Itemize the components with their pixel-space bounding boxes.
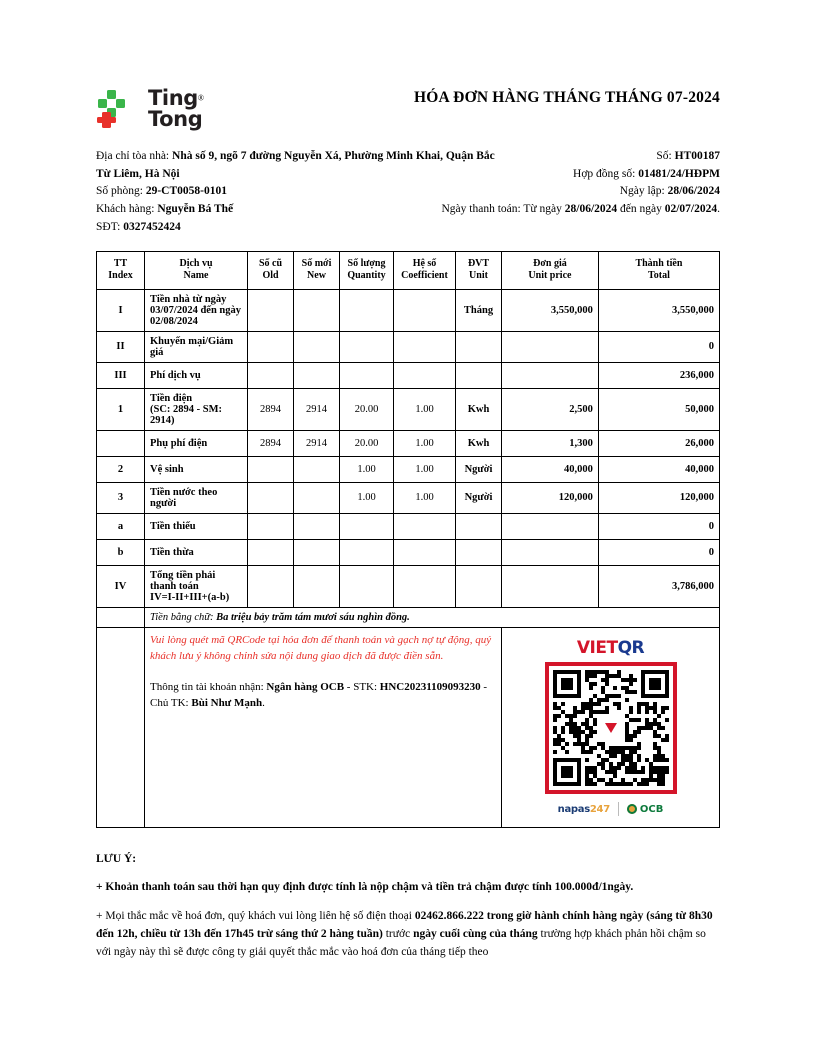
cell-quantity: 1.00 (340, 456, 394, 482)
ocb-mark-icon (627, 804, 637, 814)
cell-total: 3,550,000 (598, 289, 719, 331)
cell-total: 120,000 (598, 482, 719, 513)
cell-old (248, 456, 294, 482)
table-col-header (294, 251, 340, 289)
napas-247: 247 (589, 803, 610, 815)
account-sep1: - STK: (346, 680, 378, 693)
cell-name: Tiền nước theo người (145, 482, 248, 513)
invoice-table (96, 251, 720, 828)
qr-footer (507, 802, 714, 816)
cell-unit: Kwh (456, 430, 502, 456)
note-2-a: + Mọi thắc mắc về hoá đơn, quý khách vui lòng liên hệ số điện thoại (96, 909, 412, 922)
cell-unit (456, 565, 502, 607)
cell-unit: Tháng (456, 289, 502, 331)
cell-quantity (340, 513, 394, 539)
cell-unit (456, 331, 502, 362)
col-header-l1: Số cũ (258, 257, 283, 269)
cell-index: I (97, 289, 145, 331)
table-row (97, 539, 720, 565)
cell-new (294, 513, 340, 539)
cell-total: 3,786,000 (598, 565, 719, 607)
cell-coefficient: 1.00 (394, 456, 456, 482)
payment-from: 28/06/2024 (564, 203, 618, 216)
cell-old (248, 362, 294, 388)
cell-unit-price: 1,300 (502, 430, 599, 456)
phone-label: SĐT: (96, 221, 121, 234)
created-label: Ngày lập: (619, 185, 665, 198)
col-header-l2: Quantity (347, 270, 386, 282)
cell-unit-price: 2,500 (502, 388, 599, 430)
cell-total: 40,000 (598, 456, 719, 482)
table-col-header (502, 251, 599, 289)
address-value: Nhà số 9, ngõ 7 đường Nguyễn Xá, Phường Minh Khai, Quận Bắc Từ Liêm, Hà Nội (96, 150, 495, 180)
col-header-l1: Dịch vụ (179, 257, 213, 269)
cell-coefficient (394, 289, 456, 331)
cell-index: 1 (97, 388, 145, 430)
brand-registered: ® (197, 93, 204, 103)
cell-quantity (340, 289, 394, 331)
payment-label: Ngày thanh toán: (441, 203, 521, 216)
col-header-l2: Unit price (528, 270, 572, 282)
table-header (97, 251, 720, 289)
cell-unit: Người (456, 482, 502, 513)
cell-name: Phụ phí điện (145, 430, 248, 456)
cell-old: 2894 (248, 388, 294, 430)
table-body (97, 289, 720, 607)
words-value: Ba triệu bảy trăm tám mươi sáu nghìn đồng. (216, 611, 410, 623)
table-row (97, 362, 720, 388)
cell-quantity: 1.00 (340, 482, 394, 513)
cell-quantity (340, 362, 394, 388)
contract-label: Hợp đồng số: (573, 167, 636, 180)
note-1: + Khoản thanh toán sau thời hạn quy định được tính là nộp chậm và tiền trả chậm được tính 100.000đ/1ngày. (96, 881, 634, 894)
note-2-b: 02462.866.222 trong giờ hành chính hàng ngày (sáng từ 8h30 đến 12h, chiều từ 13h đến 17h45 trừ sáng thứ 2 hàng tuần) (96, 909, 713, 941)
cell-unit: Người (456, 456, 502, 482)
cell-quantity (340, 331, 394, 362)
cell-unit-price (502, 565, 599, 607)
amount-in-words-cell (145, 607, 720, 627)
col-header-l2: Unit (469, 270, 488, 282)
account-sep2: - Chủ TK: (150, 680, 488, 710)
invoice-no-value: HT00187 (674, 150, 720, 162)
cell-unit (456, 362, 502, 388)
cell-new (294, 331, 340, 362)
page-title: HÓA ĐƠN HÀNG THÁNG THÁNG 07-2024 (414, 89, 720, 106)
customer-value: Nguyễn Bá Thế (157, 203, 234, 216)
cell-total: 26,000 (598, 430, 719, 456)
cell-quantity: 20.00 (340, 430, 394, 456)
cell-coefficient (394, 362, 456, 388)
note-2-c: trước (385, 928, 411, 941)
napas-text: napas (557, 803, 590, 815)
col-header-l1: Số lượng (347, 257, 386, 269)
invoice-no-label: Số: (656, 150, 672, 162)
invoice-meta (96, 148, 720, 237)
tingtong-logo-icon (96, 88, 142, 130)
cell-unit-price: 3,550,000 (502, 289, 599, 331)
cell-index: a (97, 513, 145, 539)
payment-to: 02/07/2024 (664, 203, 718, 216)
table-col-header (456, 251, 502, 289)
cell-unit: Kwh (456, 388, 502, 430)
cell-unit-price: 40,000 (502, 456, 599, 482)
cell-new (294, 362, 340, 388)
contract-value: 01481/24/HĐPM (638, 167, 720, 180)
note-2 (96, 907, 720, 962)
cell-index: III (97, 362, 145, 388)
document-header (96, 88, 720, 130)
table-col-header (340, 251, 394, 289)
cell-old (248, 331, 294, 362)
payment-note-cell (145, 627, 502, 827)
address-label: Địa chỉ tòa nhà: (96, 150, 170, 162)
cell-index: 3 (97, 482, 145, 513)
cell-new (294, 539, 340, 565)
cell-new (294, 289, 340, 331)
footer-notes (96, 850, 720, 962)
table-row (97, 388, 720, 430)
cell-name: Tiền nhà từ ngày 03/07/2024 đến ngày 02/08/2024 (145, 289, 248, 331)
table-footer-rows (97, 607, 720, 827)
payment-suffix: . (717, 203, 720, 216)
table-row (97, 430, 720, 456)
brand-line1: Ting (148, 86, 198, 110)
note-2-e: trường hợp khách phản hồi chậm so với ngày này thì sẽ được công ty giải quyết thắc mắc vào hoá đơn của tháng tiếp theo (96, 928, 706, 959)
cell-new: 2914 (294, 388, 340, 430)
table-row (97, 331, 720, 362)
cell-coefficient (394, 331, 456, 362)
notes-title: LƯU Ý: (96, 852, 137, 865)
cell-new (294, 456, 340, 482)
col-header-l2: Index (108, 270, 133, 282)
cell-total: 0 (598, 331, 719, 362)
cell-quantity: 20.00 (340, 388, 394, 430)
table-row (97, 513, 720, 539)
vietqr-qr: QR (617, 638, 645, 659)
qr-row-spacer (97, 627, 145, 827)
account-end: . (262, 697, 265, 710)
ocb-logo (627, 804, 663, 815)
col-header-l2: New (307, 270, 326, 282)
cell-unit-price: 120,000 (502, 482, 599, 513)
words-label: Tiền bằng chữ: (150, 611, 214, 623)
cell-coefficient (394, 565, 456, 607)
cell-unit-price (502, 331, 599, 362)
napas-logo (558, 804, 610, 815)
cell-coefficient: 1.00 (394, 482, 456, 513)
vietqr-logo (507, 638, 714, 658)
vietqr-cell (502, 627, 720, 827)
cell-quantity (340, 565, 394, 607)
table-row (97, 456, 720, 482)
brand-wordmark (148, 88, 204, 130)
cell-name: Vệ sinh (145, 456, 248, 482)
cell-index: II (97, 331, 145, 362)
cell-coefficient (394, 539, 456, 565)
account-stk: HNC20231109093230 (379, 680, 481, 693)
table-col-header (248, 251, 294, 289)
cell-old (248, 289, 294, 331)
cell-new (294, 565, 340, 607)
cell-name: Tiền thừa (145, 539, 248, 565)
account-bank: Ngân hàng OCB (266, 680, 345, 693)
cell-name: Tiền điện (SC: 2894 - SM: 2914) (145, 388, 248, 430)
payment-prefix: Từ ngày (523, 203, 562, 216)
col-header-l2: Total (648, 270, 670, 282)
cell-index: 2 (97, 456, 145, 482)
col-header-l2: Old (262, 270, 279, 282)
cell-unit-price (502, 539, 599, 565)
brand-logo (96, 88, 204, 130)
cell-index: IV (97, 565, 145, 607)
note-2-d: ngày cuối cùng của tháng (413, 928, 538, 941)
table-row (97, 565, 720, 607)
cell-index: b (97, 539, 145, 565)
brand-line2: Tong (148, 107, 203, 131)
cell-new: 2914 (294, 430, 340, 456)
table-col-header (394, 251, 456, 289)
cell-name: Tiền thiếu (145, 513, 248, 539)
created-value: 28/06/2024 (667, 185, 720, 198)
table-col-header (598, 251, 719, 289)
col-header-l2: Coefficient (401, 270, 448, 282)
cell-old (248, 513, 294, 539)
cell-unit-price (502, 362, 599, 388)
cell-unit (456, 513, 502, 539)
cell-total: 50,000 (598, 388, 719, 430)
cell-old (248, 539, 294, 565)
col-header-l1: Đơn giá (533, 257, 567, 269)
cell-coefficient (394, 513, 456, 539)
qr-code-icon[interactable] (545, 662, 677, 794)
amount-in-words-row (97, 607, 720, 627)
col-header-l1: TT (113, 257, 128, 269)
col-header-l1: Thành tiền (635, 257, 683, 269)
table-row (97, 482, 720, 513)
cell-unit (456, 539, 502, 565)
table-col-header (97, 251, 145, 289)
cell-total: 0 (598, 539, 719, 565)
cell-new (294, 482, 340, 513)
cell-total: 0 (598, 513, 719, 539)
cell-old: 2894 (248, 430, 294, 456)
cell-name: Khuyến mại/Giảm giá (145, 331, 248, 362)
footer-divider (618, 802, 619, 816)
qr-center-logo (600, 717, 622, 739)
cell-total: 236,000 (598, 362, 719, 388)
cell-unit-price (502, 513, 599, 539)
cell-coefficient: 1.00 (394, 388, 456, 430)
payment-mid: đến ngày (620, 203, 662, 216)
table-col-header (145, 251, 248, 289)
cell-old (248, 482, 294, 513)
col-header-l2: Name (183, 270, 209, 282)
cell-quantity (340, 539, 394, 565)
customer-label: Khách hàng: (96, 203, 155, 216)
bank-account-info (150, 679, 496, 712)
ocb-text: OCB (639, 803, 664, 815)
cell-name: Phí dịch vụ (145, 362, 248, 388)
phone-value: 0327452424 (123, 221, 181, 234)
room-value: 29-CT0058-0101 (145, 185, 227, 198)
room-label: Số phòng: (96, 185, 143, 198)
cell-old (248, 565, 294, 607)
table-row (97, 289, 720, 331)
qr-note-row (97, 627, 720, 827)
col-header-l1: ĐVT (467, 257, 490, 269)
cell-name: Tổng tiền phải thanh toán IV=I-II+III+(a-b) (145, 565, 248, 607)
cell-coefficient: 1.00 (394, 430, 456, 456)
col-header-l1: Hệ số (412, 257, 437, 269)
cell-index (97, 430, 145, 456)
account-label: Thông tin tài khoản nhận: (150, 680, 264, 693)
account-owner: Bùi Như Mạnh (191, 697, 263, 710)
col-header-l1: Số mới (301, 257, 332, 269)
vietqr-v: VIET (576, 638, 618, 659)
qr-red-note: Vui lòng quét mã QRCode tại hóa đơn để thanh toán và gạch nợ tự động, quý khách lưu ý không chỉnh sửa nội dung giao dịch đã được điền sẵn. (150, 633, 492, 663)
